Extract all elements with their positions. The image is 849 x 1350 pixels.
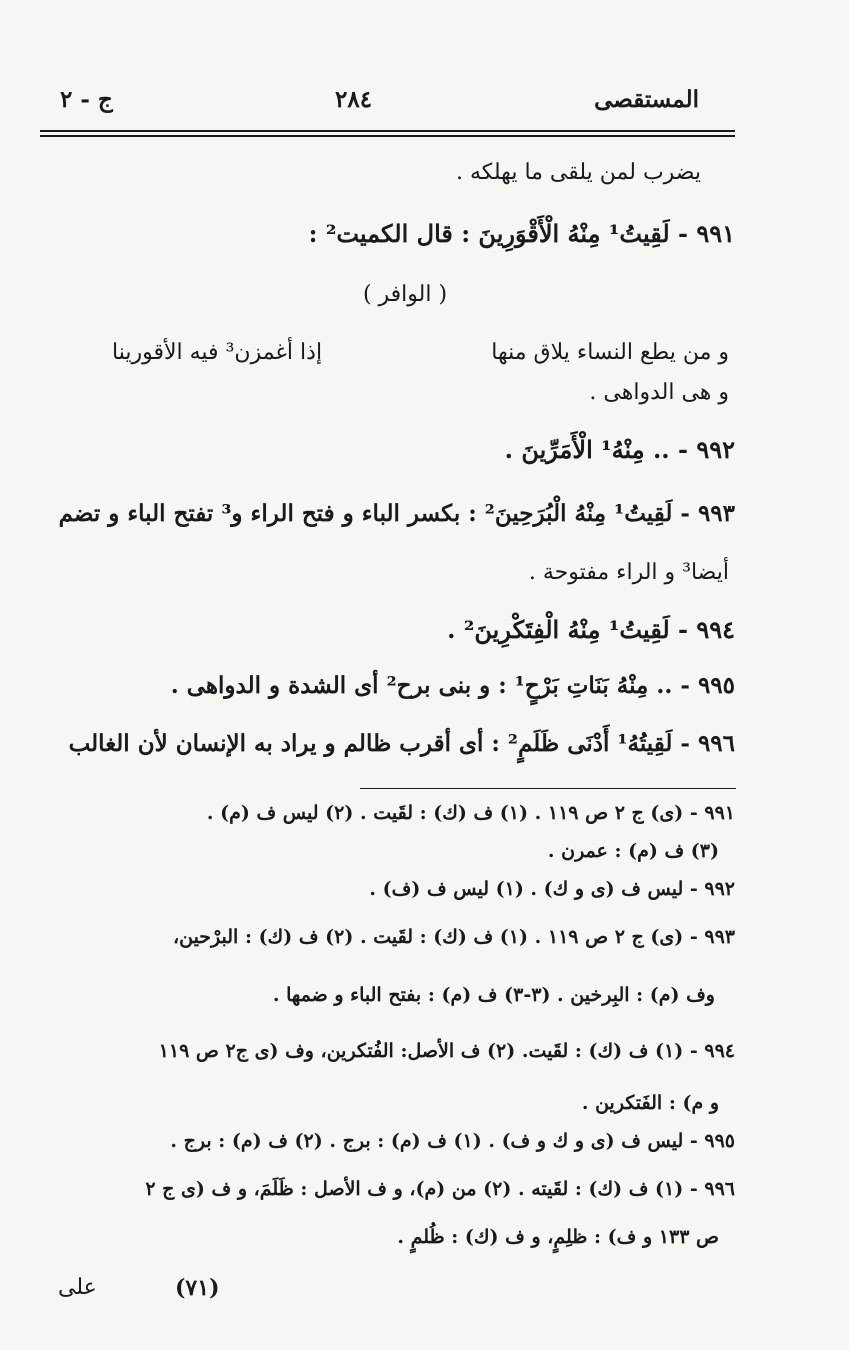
entry-991: ٩٩١ - لَقِيتُ¹ مِنْهُ الْأَقْوَرِينَ : قال الكميت² :	[308, 219, 735, 248]
header-rule-bottom	[40, 135, 735, 137]
entry-995: ٩٩٥ - .. مِنْهُ بَنَاتِ بَرْحٍ¹ : و بنى برح² أى الشدة و الدواهى .	[170, 672, 735, 699]
footnote-994: ٩٩٤ - (١) ف (ك) : لقَيت. (٢) ف الأصل: الفُتكرين، وف (ى ج٢ ص ١١٩	[158, 1040, 735, 1062]
verse-meter: ( الوافر )	[362, 282, 448, 307]
body-line: أيضا³ و الراء مفتوحة .	[528, 560, 729, 585]
footnote-line: (٣) ف (م) : عمرن .	[547, 840, 719, 862]
signature-mark: (٧١)	[175, 1275, 220, 1301]
footnote-991: ٩٩١ - (ى) ج ٢ ص ١١٩ . (١) ف (ك) : لقَيت . (٢) ليس ف (م) .	[206, 802, 735, 824]
running-title: المستقصى	[594, 86, 699, 113]
entry-996: ٩٩٦ - لَقِيتُهُ¹ أَدْنَى ظَلَمٍ² : أى أقرب ظالم و يراد به الإنسان لأن الغالب	[68, 730, 735, 757]
footnote-995: ٩٩٥ - ليس ف (ى و ك و ف) . (١) ف (م) : برج . (٢) ف (م) : برج .	[170, 1130, 735, 1152]
body-line: يضرب لمن يلقى ما يهلكه .	[455, 160, 701, 185]
entry-994: ٩٩٤ - لَقِيتُ¹ مِنْهُ الْفِتَكْرِينَ² .	[447, 615, 735, 644]
header-rule-top	[40, 130, 735, 132]
footnote-separator	[360, 788, 736, 789]
page-number: ٢٨٤	[335, 86, 373, 113]
footnote-line: وف (م) : البِرخين . (٣-٣) ف (م) : بفتح الباء و ضمها .	[272, 984, 715, 1006]
footnote-996: ٩٩٦ - (١) ف (ك) : لقَيته . (٢) من (م)، و ف الأصل : ظَلَمَ، و ف (ى ج ٢	[145, 1178, 735, 1200]
footnote-992: ٩٩٢ - ليس ف (ى و ك) . (١) ليس ف (ف) .	[369, 878, 735, 900]
entry-992: ٩٩٢ - .. مِنْهُ¹ الْأَمَرِّينَ .	[504, 435, 735, 464]
verse-hemistich-2: إذا أغمزن³ فيه الأقورينا	[112, 340, 323, 365]
footnote-line: و م) : الفَتكرين .	[581, 1092, 719, 1114]
footnote-line: ص ١٣٣ و ف) : ظلِمٍ، و ف (ك) : ظُلمٍ .	[397, 1226, 719, 1248]
footnote-993: ٩٩٣ - (ى) ج ٢ ص ١١٩ . (١) ف (ك) : لقَيت . (٢) ف (ك) : البرْحين،	[172, 926, 735, 948]
volume-label: ج - ٢	[60, 86, 113, 113]
verse-hemistich-1: و من يطع النساء يلاق منها	[491, 340, 729, 365]
catchword: على	[58, 1275, 97, 1300]
body-line: و هى الدواهى .	[589, 380, 729, 405]
entry-993: ٩٩٣ - لَقِيتُ¹ مِنْهُ الْبُرَحِينَ² : بكسر الباء و فتح الراء و³ تفتح الباء و تضم	[58, 500, 735, 527]
